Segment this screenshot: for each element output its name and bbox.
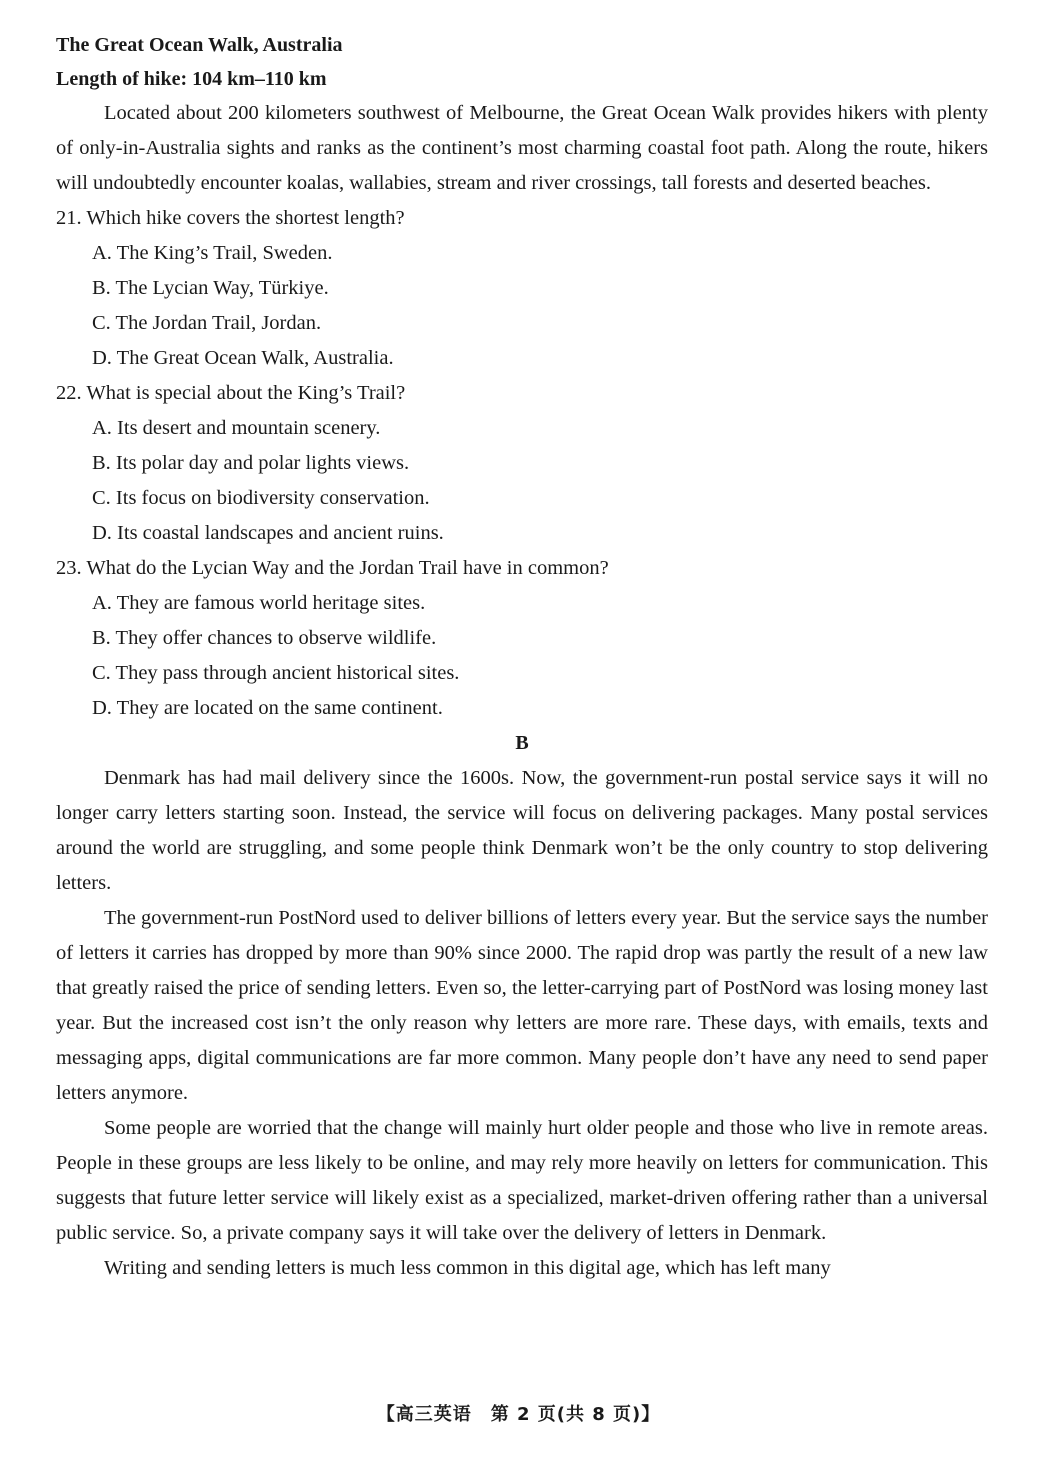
option-a: A. The King’s Trail, Sweden. — [92, 242, 333, 264]
option-a: A. Its desert and mountain scenery. — [92, 417, 381, 439]
option-d: D. Its coastal landscapes and ancient ruins. — [92, 522, 444, 544]
option-b: B. Its polar day and polar lights views. — [92, 452, 410, 474]
exam-page — [56, 28, 988, 1286]
trail-description: Located about 200 kilometers southwest of Melbourne, the Great Ocean Walk provides hikers with plenty of only-in-Australia sights and ranks as the continent’s most charming coastal foot path. Along the route, hikers will undoubtedly encounter koalas, wallabies, stream and river crossings, tall forests and deserted beaches. — [56, 102, 988, 194]
question-23 — [56, 551, 988, 726]
option-b: B. They offer chances to observe wildlife. — [92, 627, 437, 649]
passage-b-paragraph-4: Writing and sending letters is much less common in this digital age, which has left many — [104, 1257, 831, 1279]
option-c: C. Its focus on biodiversity conservation. — [92, 487, 430, 509]
question-number: 21. — [56, 207, 82, 229]
question-number: 23. — [56, 557, 82, 579]
question-stem — [56, 551, 988, 586]
option-c: C. The Jordan Trail, Jordan. — [92, 312, 322, 334]
option-b: B. The Lycian Way, Türkiye. — [92, 277, 329, 299]
question-number: 22. — [56, 382, 82, 404]
option-d: D. They are located on the same continent. — [92, 697, 443, 719]
question-stem — [56, 201, 988, 236]
passage-b-paragraph-3: Some people are worried that the change will mainly hurt older people and those who live in remote areas. People in these groups are less likely to be online, and may rely more heavily on letters for communication. This suggests that future letter service will likely exist as a specialized, market-driven offering rather than a universal public service. So, a private company says it will take over the delivery of letters in Denmark. — [56, 1117, 988, 1244]
option-a: A. They are famous world heritage sites. — [92, 592, 426, 614]
question-text: Which hike covers the shortest length? — [86, 207, 405, 229]
trail-title: The Great Ocean Walk, Australia — [56, 34, 343, 56]
page-footer: 【高三英语 第 2 页(共 8 页)】 — [376, 1404, 661, 1425]
question-text: What is special about the King’s Trail? — [86, 382, 406, 404]
passage-b-paragraph-2: The government-run PostNord used to deliver billions of letters every year. But the service says the number of letters it carries has dropped by more than 90% since 2000. The rapid drop was partly the result of a new law that greatly raised the price of sending letters. Even so, the letter-carrying part of PostNord was losing money last year. But the increased cost isn’t the only reason why letters are more rare. These days, with emails, texts and messaging apps, digital communications are far more common. Many people don’t have any need to send paper letters anymore. — [56, 907, 988, 1104]
question-22 — [56, 376, 988, 551]
option-d: D. The Great Ocean Walk, Australia. — [92, 347, 394, 369]
passage-b-paragraph-1: Denmark has had mail delivery since the 1600s. Now, the government-run postal service says it will no longer carry letters starting soon. Instead, the service will focus on delivering packages. Many postal services around the world are struggling, and some people think Denmark won’t be the only country to stop delivering letters. — [56, 767, 988, 894]
section-label-b: B — [515, 732, 529, 754]
question-21 — [56, 201, 988, 376]
question-text: What do the Lycian Way and the Jordan Trail have in common? — [86, 557, 609, 579]
option-c: C. They pass through ancient historical sites. — [92, 662, 460, 684]
question-stem — [56, 376, 988, 411]
trail-length: Length of hike: 104 km–110 km — [56, 68, 327, 90]
